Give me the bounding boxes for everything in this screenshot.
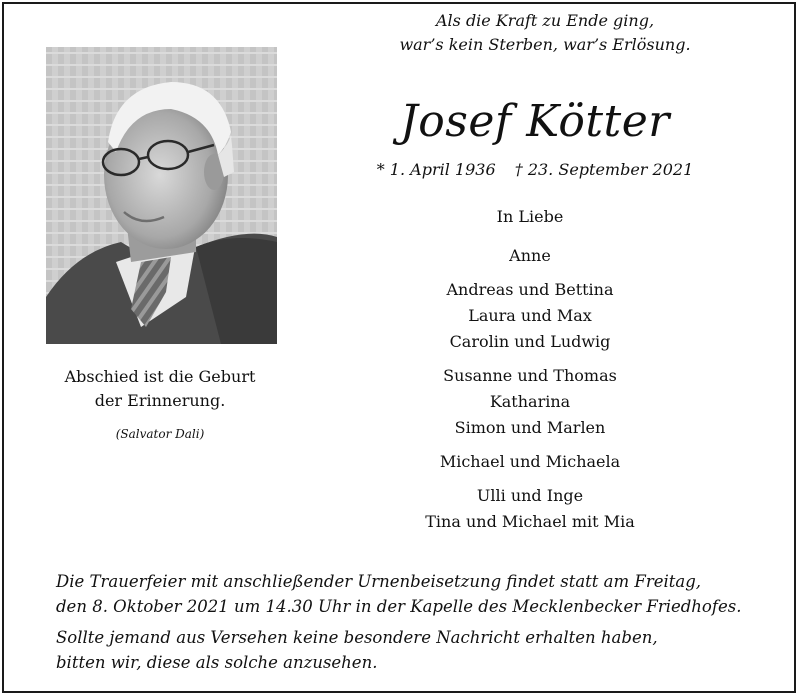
mourner-name: Simon und Marlen bbox=[454, 418, 606, 437]
mourner-name: Carolin und Ludwig bbox=[449, 332, 611, 351]
mourner-group bbox=[380, 483, 680, 535]
life-dates bbox=[340, 158, 730, 182]
quote-author: (Salvator Dali) bbox=[115, 427, 205, 441]
farewell-quote-line: Abschied ist die Geburt bbox=[64, 367, 256, 386]
top-quote-line: war’s kein Sterben, war’s Erlösung. bbox=[399, 35, 691, 54]
farewell-quote bbox=[40, 365, 280, 413]
mourner-group bbox=[380, 243, 680, 269]
funeral-info-line: den 8. Oktober 2021 um 14.30 Uhr in der Kapelle des Mecklenbecker Friedhofes. bbox=[56, 597, 742, 616]
mourner-name: Katharina bbox=[489, 392, 571, 411]
mourner-name: Anne bbox=[509, 246, 551, 265]
mourner-name: Andreas und Bettina bbox=[446, 280, 614, 299]
funeral-info bbox=[56, 569, 776, 619]
deceased-name: Josef Kötter bbox=[400, 96, 670, 147]
funeral-info-line: Die Trauerfeier mit anschließender Urnenbeisetzung findet statt am Freitag, bbox=[56, 572, 702, 591]
top-quote bbox=[360, 9, 730, 57]
top-quote-line: Als die Kraft zu Ende ging, bbox=[435, 11, 655, 30]
mourner-name: Michael und Michaela bbox=[439, 452, 621, 471]
mourners-intro: In Liebe bbox=[496, 207, 564, 226]
mourners-list bbox=[380, 204, 680, 543]
mourner-name: Ulli und Inge bbox=[476, 486, 584, 505]
mourner-name: Susanne und Thomas bbox=[443, 366, 617, 385]
birth-date: * 1. April 1936 bbox=[376, 160, 496, 179]
notice-text bbox=[56, 625, 776, 675]
death-date: † 23. September 2021 bbox=[514, 160, 694, 179]
portrait-photo bbox=[46, 47, 277, 344]
mourner-name: Tina und Michael mit Mia bbox=[425, 512, 635, 531]
mourner-group bbox=[380, 449, 680, 475]
mourner-name: Laura und Max bbox=[468, 306, 592, 325]
funeral-notice bbox=[56, 569, 776, 675]
notice-text-line: bitten wir, diese als solche anzusehen. bbox=[56, 653, 378, 672]
notice-text-line: Sollte jemand aus Versehen keine besondere Nachricht erhalten haben, bbox=[56, 628, 658, 647]
mourner-group bbox=[380, 277, 680, 355]
farewell-quote-line: der Erinnerung. bbox=[94, 391, 226, 410]
mourner-group bbox=[380, 363, 680, 441]
